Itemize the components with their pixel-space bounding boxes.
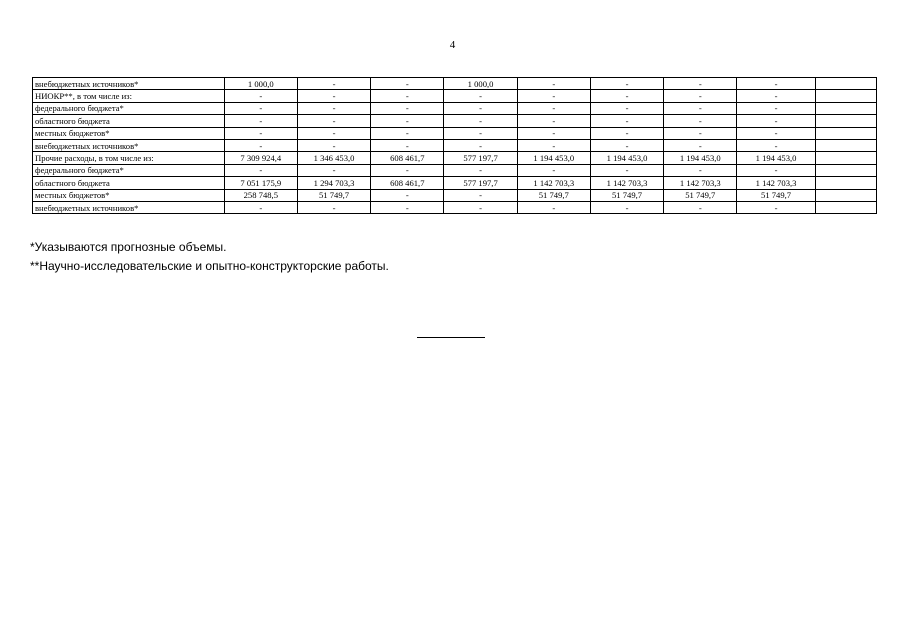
value-cell: - <box>444 127 517 139</box>
value-cell: 1 142 703,3 <box>664 177 737 189</box>
value-cell: 1 194 453,0 <box>664 152 737 164</box>
value-cell <box>815 152 876 164</box>
value-cell: - <box>371 201 444 213</box>
value-cell <box>815 201 876 213</box>
value-cell: - <box>590 201 663 213</box>
value-cell: - <box>224 115 297 127</box>
value-cell: 1 142 703,3 <box>517 177 590 189</box>
value-cell: - <box>444 164 517 176</box>
value-cell: - <box>590 139 663 151</box>
value-cell: - <box>297 90 370 102</box>
table-row <box>33 177 877 189</box>
table-row <box>33 127 877 139</box>
value-cell: - <box>444 189 517 201</box>
table-row <box>33 115 877 127</box>
value-cell: - <box>297 78 370 90</box>
value-cell <box>815 78 876 90</box>
table-row <box>33 90 877 102</box>
value-cell: - <box>737 139 815 151</box>
value-cell: - <box>371 139 444 151</box>
value-cell: - <box>517 78 590 90</box>
value-cell: - <box>444 201 517 213</box>
table-row <box>33 139 877 151</box>
row-label: областного бюджета <box>33 115 225 127</box>
value-cell: - <box>517 164 590 176</box>
row-label: местных бюджетов* <box>33 127 225 139</box>
value-cell: 1 194 453,0 <box>737 152 815 164</box>
value-cell: - <box>737 115 815 127</box>
value-cell: 1 142 703,3 <box>737 177 815 189</box>
value-cell: - <box>517 201 590 213</box>
value-cell: - <box>664 139 737 151</box>
value-cell: - <box>444 115 517 127</box>
value-cell: - <box>224 201 297 213</box>
value-cell: - <box>444 102 517 114</box>
budget-table-body <box>33 78 877 214</box>
value-cell: 1 000,0 <box>224 78 297 90</box>
value-cell: - <box>517 139 590 151</box>
value-cell: - <box>664 102 737 114</box>
value-cell: - <box>737 201 815 213</box>
value-cell: - <box>664 164 737 176</box>
value-cell: - <box>297 102 370 114</box>
footnotes <box>30 238 389 276</box>
value-cell: 51 749,7 <box>297 189 370 201</box>
value-cell: - <box>737 90 815 102</box>
value-cell: - <box>664 78 737 90</box>
row-label: местных бюджетов* <box>33 189 225 201</box>
value-cell: - <box>371 90 444 102</box>
value-cell: 1 346 453,0 <box>297 152 370 164</box>
value-cell: 51 749,7 <box>517 189 590 201</box>
value-cell: - <box>590 90 663 102</box>
value-cell: - <box>590 115 663 127</box>
value-cell <box>815 127 876 139</box>
value-cell: - <box>737 127 815 139</box>
value-cell: - <box>517 127 590 139</box>
value-cell: - <box>371 189 444 201</box>
value-cell: - <box>224 90 297 102</box>
value-cell: - <box>737 78 815 90</box>
value-cell: 258 748,5 <box>224 189 297 201</box>
row-label: внебюджетных источников* <box>33 201 225 213</box>
footnote-niokr: **Научно-исследовательские и опытно-конструкторские работы. <box>30 259 389 273</box>
page-number: 4 <box>449 39 456 51</box>
value-cell: - <box>371 164 444 176</box>
value-cell: - <box>297 139 370 151</box>
value-cell: 1 194 453,0 <box>590 152 663 164</box>
table-row <box>33 102 877 114</box>
value-cell: - <box>371 78 444 90</box>
value-cell: - <box>371 127 444 139</box>
value-cell: - <box>517 90 590 102</box>
value-cell: - <box>517 102 590 114</box>
value-cell: - <box>444 90 517 102</box>
value-cell: - <box>590 78 663 90</box>
value-cell: - <box>517 115 590 127</box>
value-cell: - <box>664 201 737 213</box>
budget-table <box>32 77 877 214</box>
value-cell: 608 461,7 <box>371 152 444 164</box>
value-cell <box>815 90 876 102</box>
value-cell: - <box>297 115 370 127</box>
footnote-forecast: *Указываются прогнозные объемы. <box>30 240 227 254</box>
row-label: внебюджетных источников* <box>33 78 225 90</box>
value-cell: 1 194 453,0 <box>517 152 590 164</box>
value-cell: 577 197,7 <box>444 152 517 164</box>
value-cell: - <box>297 164 370 176</box>
value-cell <box>815 139 876 151</box>
table-row <box>33 201 877 213</box>
value-cell: - <box>664 115 737 127</box>
value-cell: - <box>371 115 444 127</box>
value-cell: - <box>371 102 444 114</box>
value-cell: - <box>224 164 297 176</box>
table-row <box>33 78 877 90</box>
table-row <box>33 189 877 201</box>
value-cell <box>815 102 876 114</box>
row-label: федерального бюджета* <box>33 164 225 176</box>
value-cell: - <box>224 102 297 114</box>
value-cell: - <box>444 139 517 151</box>
value-cell: - <box>590 102 663 114</box>
value-cell: 608 461,7 <box>371 177 444 189</box>
value-cell <box>815 177 876 189</box>
value-cell: - <box>737 164 815 176</box>
value-cell: - <box>590 164 663 176</box>
value-cell: - <box>224 139 297 151</box>
value-cell: - <box>664 127 737 139</box>
value-cell <box>815 189 876 201</box>
value-cell: 1 294 703,3 <box>297 177 370 189</box>
row-label: внебюджетных источников* <box>33 139 225 151</box>
row-label: областного бюджета <box>33 177 225 189</box>
value-cell: 1 142 703,3 <box>590 177 663 189</box>
value-cell: - <box>297 127 370 139</box>
value-cell: 577 197,7 <box>444 177 517 189</box>
value-cell <box>815 115 876 127</box>
value-cell: - <box>224 127 297 139</box>
table-row <box>33 164 877 176</box>
value-cell: 51 749,7 <box>664 189 737 201</box>
value-cell: 51 749,7 <box>590 189 663 201</box>
value-cell <box>815 164 876 176</box>
value-cell: - <box>590 127 663 139</box>
row-label: Прочие расходы, в том числе из: <box>33 152 225 164</box>
value-cell: - <box>737 102 815 114</box>
value-cell: 7 309 924,4 <box>224 152 297 164</box>
value-cell: - <box>664 90 737 102</box>
value-cell: - <box>297 201 370 213</box>
value-cell: 7 051 175,9 <box>224 177 297 189</box>
value-cell: 51 749,7 <box>737 189 815 201</box>
row-label: НИОКР**, в том числе из: <box>33 90 225 102</box>
row-label: федерального бюджета* <box>33 102 225 114</box>
table-row <box>33 152 877 164</box>
value-cell: 1 000,0 <box>444 78 517 90</box>
end-divider <box>417 337 485 338</box>
